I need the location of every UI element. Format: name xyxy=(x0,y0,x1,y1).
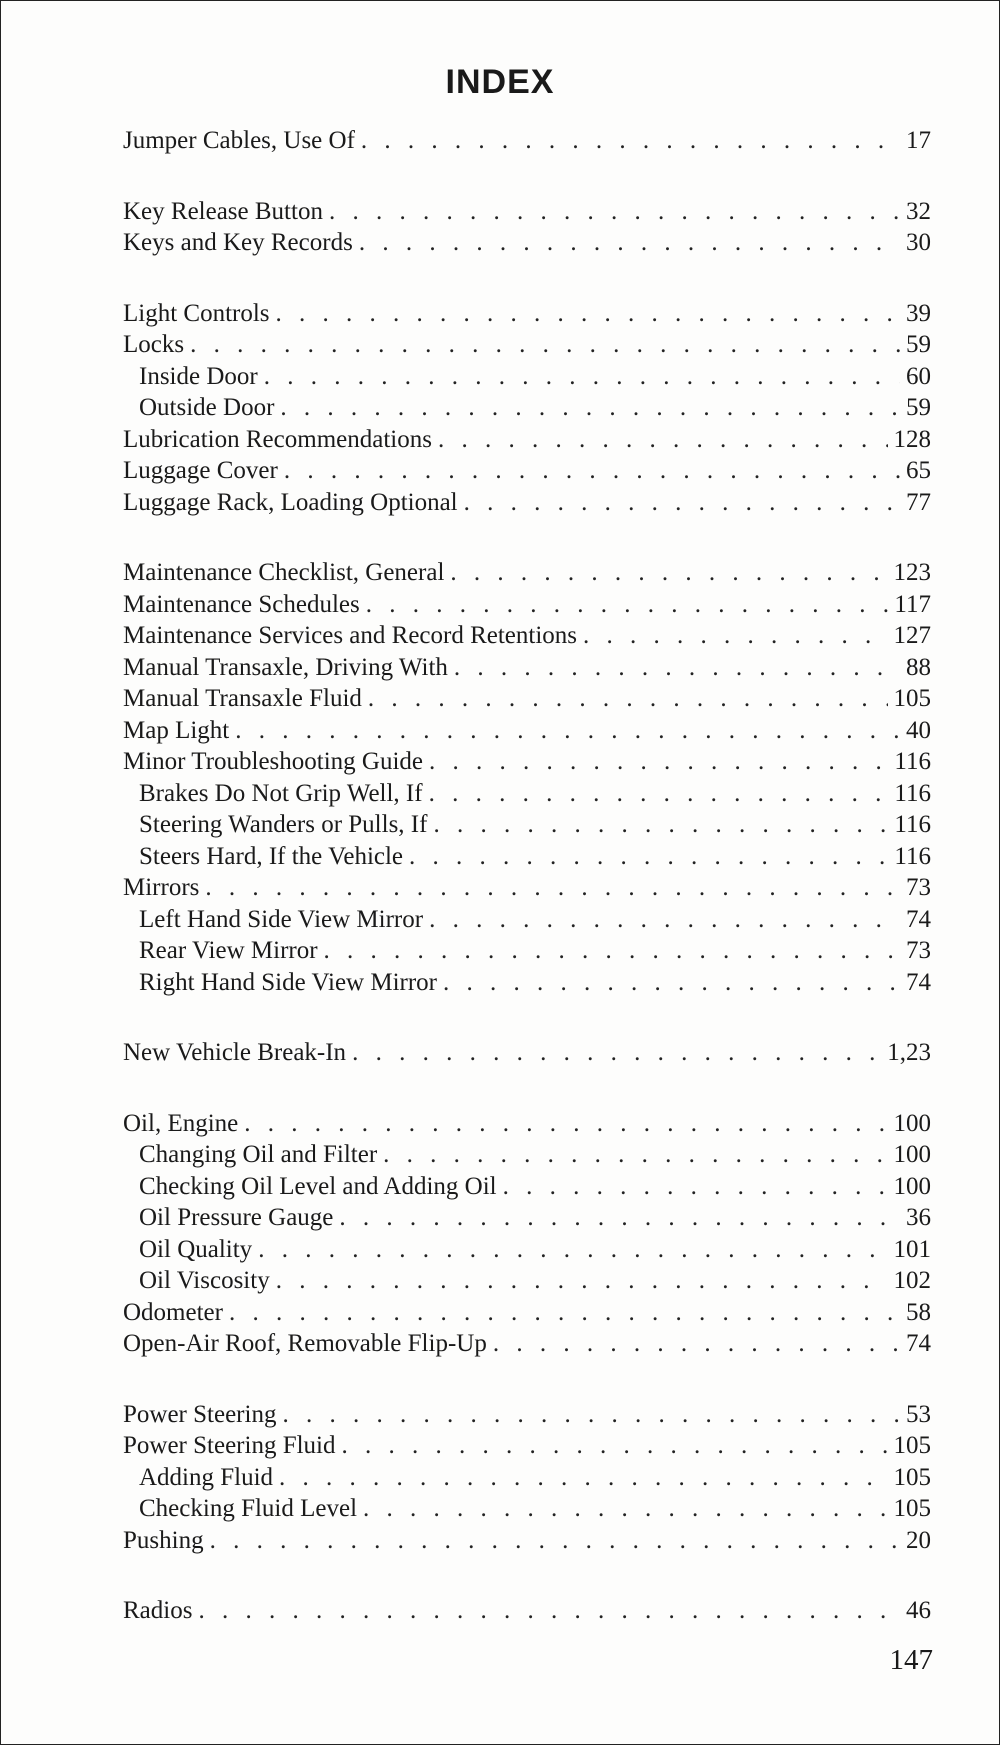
dot-leader xyxy=(433,809,888,841)
entry-page-number: 116 xyxy=(894,748,931,775)
entry-page-number: 102 xyxy=(893,1267,931,1294)
entry-label: Adding Fluid xyxy=(139,1463,274,1491)
index-subentry xyxy=(123,1493,931,1525)
index-entry xyxy=(123,1399,931,1431)
page-title: INDEX xyxy=(445,63,555,101)
index-entry xyxy=(123,557,931,589)
entry-label: Steering Wanders or Pulls, If xyxy=(139,811,428,838)
entry-label: Oil Quality xyxy=(139,1235,253,1263)
index-subentry xyxy=(123,1202,931,1234)
entry-label: Lubrication Recommendations xyxy=(123,425,432,453)
index-entry xyxy=(123,125,931,157)
entry-page-number: 53 xyxy=(906,1400,931,1428)
index-entry xyxy=(123,1328,931,1360)
entry-page-number: 127 xyxy=(893,622,931,649)
index-subentry xyxy=(123,967,931,999)
dot-leader xyxy=(244,1108,887,1140)
page-number: 147 xyxy=(889,1644,933,1676)
index-group xyxy=(123,125,931,157)
entry-label: Power Steering xyxy=(123,1400,277,1428)
index-entry xyxy=(123,589,931,621)
entry-page-number: 100 xyxy=(893,1172,931,1200)
dot-leader xyxy=(342,1430,888,1462)
entry-label: Outside Door xyxy=(139,394,275,421)
entry-page-number: 36 xyxy=(906,1204,931,1231)
entry-label: Map Light xyxy=(123,716,230,744)
entry-label: Steers Hard, If the Vehicle xyxy=(139,842,404,870)
entry-label: Oil Pressure Gauge xyxy=(139,1204,334,1231)
entry-label: Manual Transaxle, Driving With xyxy=(123,653,448,681)
index-subentry xyxy=(123,392,931,424)
index-entry xyxy=(123,227,931,259)
dot-leader xyxy=(429,746,888,778)
entry-page-number: 100 xyxy=(893,1109,931,1137)
dot-leader xyxy=(258,1234,887,1266)
dot-leader xyxy=(229,1297,900,1329)
entry-page-number: 39 xyxy=(906,299,931,327)
entry-page-number: 74 xyxy=(906,1330,931,1357)
entry-label: Checking Fluid Level xyxy=(139,1495,358,1522)
entry-page-number: 32 xyxy=(906,197,931,225)
entry-page-number: 88 xyxy=(906,653,931,681)
entry-label: Pushing xyxy=(123,1526,204,1554)
entry-page-number: 105 xyxy=(893,1463,931,1491)
entry-label: Open-Air Roof, Removable Flip-Up xyxy=(123,1330,487,1357)
index-entry xyxy=(123,620,931,652)
index-entry xyxy=(123,1037,931,1069)
index-entry xyxy=(123,298,931,330)
index-entry xyxy=(123,1297,931,1329)
entry-page-number: 40 xyxy=(906,716,931,744)
index-entry xyxy=(123,329,931,361)
entry-label: Odometer xyxy=(123,1298,223,1326)
index-subentry xyxy=(123,1139,931,1171)
dot-leader xyxy=(493,1328,900,1360)
dot-leader xyxy=(235,715,900,747)
entry-page-number: 116 xyxy=(894,811,931,838)
index-entry xyxy=(123,1430,931,1462)
index-group xyxy=(123,557,931,998)
entry-label: Maintenance Checklist, General xyxy=(123,559,445,586)
dot-leader xyxy=(443,967,900,999)
dot-leader xyxy=(264,361,900,393)
index-entry xyxy=(123,746,931,778)
dot-leader xyxy=(429,778,889,810)
entry-page-number: 128 xyxy=(893,425,931,453)
entry-page-number: 46 xyxy=(906,1597,931,1624)
dot-leader xyxy=(363,1493,887,1525)
index-entry xyxy=(123,652,931,684)
entry-label: Locks xyxy=(123,331,185,358)
index-group xyxy=(123,298,931,519)
index-group xyxy=(123,1595,931,1627)
dot-leader xyxy=(324,935,900,967)
dot-leader xyxy=(284,455,900,487)
dot-leader xyxy=(339,1202,900,1234)
dot-leader xyxy=(205,872,900,904)
dot-leader xyxy=(329,196,900,228)
index-subentry xyxy=(123,904,931,936)
dot-leader xyxy=(352,1037,881,1069)
index-group xyxy=(123,1399,931,1557)
entry-label: Left Hand Side View Mirror xyxy=(139,905,424,933)
entry-label: Checking Oil Level and Adding Oil xyxy=(139,1172,497,1200)
dot-leader xyxy=(409,841,888,873)
entry-page-number: 123 xyxy=(893,559,931,586)
entry-label: Changing Oil and Filter xyxy=(139,1141,378,1168)
entry-label: Inside Door xyxy=(139,362,258,390)
entry-label: Key Release Button xyxy=(123,197,323,225)
index-subentry xyxy=(123,1265,931,1297)
dot-leader xyxy=(438,424,888,456)
index-group xyxy=(123,196,931,259)
dot-leader xyxy=(190,329,900,361)
entry-page-number: 65 xyxy=(906,457,931,484)
entry-label: Oil, Engine xyxy=(123,1109,239,1137)
entry-page-number: 59 xyxy=(906,331,931,358)
entry-page-number: 74 xyxy=(906,905,931,933)
dot-leader xyxy=(383,1139,887,1171)
entry-page-number: 73 xyxy=(906,874,931,901)
dot-leader xyxy=(366,589,889,621)
entry-page-number: 117 xyxy=(894,590,931,618)
entry-label: Power Steering Fluid xyxy=(123,1432,336,1459)
index-subentry xyxy=(123,809,931,841)
index-group xyxy=(123,1108,931,1360)
index-entry xyxy=(123,455,931,487)
entry-label: Maintenance Services and Record Retentions xyxy=(123,622,578,649)
dot-leader xyxy=(454,652,900,684)
entry-page-number: 116 xyxy=(894,779,931,807)
index-entry xyxy=(123,683,931,715)
entry-label: Maintenance Schedules xyxy=(123,590,360,618)
entry-label: Rear View Mirror xyxy=(139,937,318,964)
dot-leader xyxy=(276,1265,888,1297)
entry-page-number: 77 xyxy=(906,488,931,516)
entry-page-number: 60 xyxy=(906,362,931,390)
index-subentry xyxy=(123,1171,931,1203)
index-entry xyxy=(123,872,931,904)
index-subentry xyxy=(123,841,931,873)
dot-leader xyxy=(198,1595,900,1627)
dot-leader xyxy=(280,392,900,424)
entry-label: Minor Troubleshooting Guide xyxy=(123,748,424,775)
entry-label: Oil Viscosity xyxy=(139,1267,270,1294)
entry-page-number: 17 xyxy=(906,127,931,154)
entry-label: Radios xyxy=(123,1597,193,1624)
index-subentry xyxy=(123,361,931,393)
entry-page-number: 105 xyxy=(893,1432,931,1459)
index-list xyxy=(123,125,931,1666)
index-subentry xyxy=(123,778,931,810)
dot-leader xyxy=(279,1462,887,1494)
entry-page-number: 105 xyxy=(893,685,931,712)
entry-label: Right Hand Side View Mirror xyxy=(139,968,438,996)
dot-leader xyxy=(361,125,900,157)
dot-leader xyxy=(429,904,900,936)
dot-leader xyxy=(464,487,900,519)
entry-label: Manual Transaxle Fluid xyxy=(123,685,362,712)
index-group xyxy=(123,1037,931,1069)
dot-leader xyxy=(368,683,888,715)
entry-page-number: 100 xyxy=(893,1141,931,1168)
entry-page-number: 101 xyxy=(893,1235,931,1263)
entry-page-number: 59 xyxy=(906,394,931,421)
index-entry xyxy=(123,196,931,228)
entry-label: New Vehicle Break-In xyxy=(123,1039,347,1066)
entry-label: Jumper Cables, Use Of xyxy=(123,127,355,154)
entry-label: Keys and Key Records xyxy=(123,229,353,256)
entry-page-number: 20 xyxy=(906,1526,931,1554)
entry-label: Luggage Rack, Loading Optional xyxy=(123,488,458,516)
entry-page-number: 1,23 xyxy=(887,1039,931,1066)
dot-leader xyxy=(210,1525,900,1557)
entry-page-number: 58 xyxy=(906,1298,931,1326)
entry-label: Luggage Cover xyxy=(123,457,278,484)
dot-leader xyxy=(503,1171,888,1203)
index-entry xyxy=(123,1108,931,1140)
index-entry xyxy=(123,1595,931,1627)
entry-label: Light Controls xyxy=(123,299,270,327)
index-entry xyxy=(123,1525,931,1557)
index-entry xyxy=(123,487,931,519)
entry-label: Mirrors xyxy=(123,874,200,901)
dot-leader xyxy=(276,298,900,330)
index-subentry xyxy=(123,1234,931,1266)
index-subentry xyxy=(123,1462,931,1494)
entry-page-number: 74 xyxy=(906,968,931,996)
index-entry xyxy=(123,424,931,456)
dot-leader xyxy=(450,557,887,589)
dot-leader xyxy=(583,620,887,652)
entry-label: Brakes Do Not Grip Well, If xyxy=(139,779,423,807)
dot-leader xyxy=(359,227,900,259)
entry-page-number: 105 xyxy=(893,1495,931,1522)
dot-leader xyxy=(282,1399,900,1431)
index-entry xyxy=(123,715,931,747)
index-subentry xyxy=(123,935,931,967)
entry-page-number: 116 xyxy=(894,842,931,870)
entry-page-number: 73 xyxy=(906,937,931,964)
entry-page-number: 30 xyxy=(906,229,931,256)
